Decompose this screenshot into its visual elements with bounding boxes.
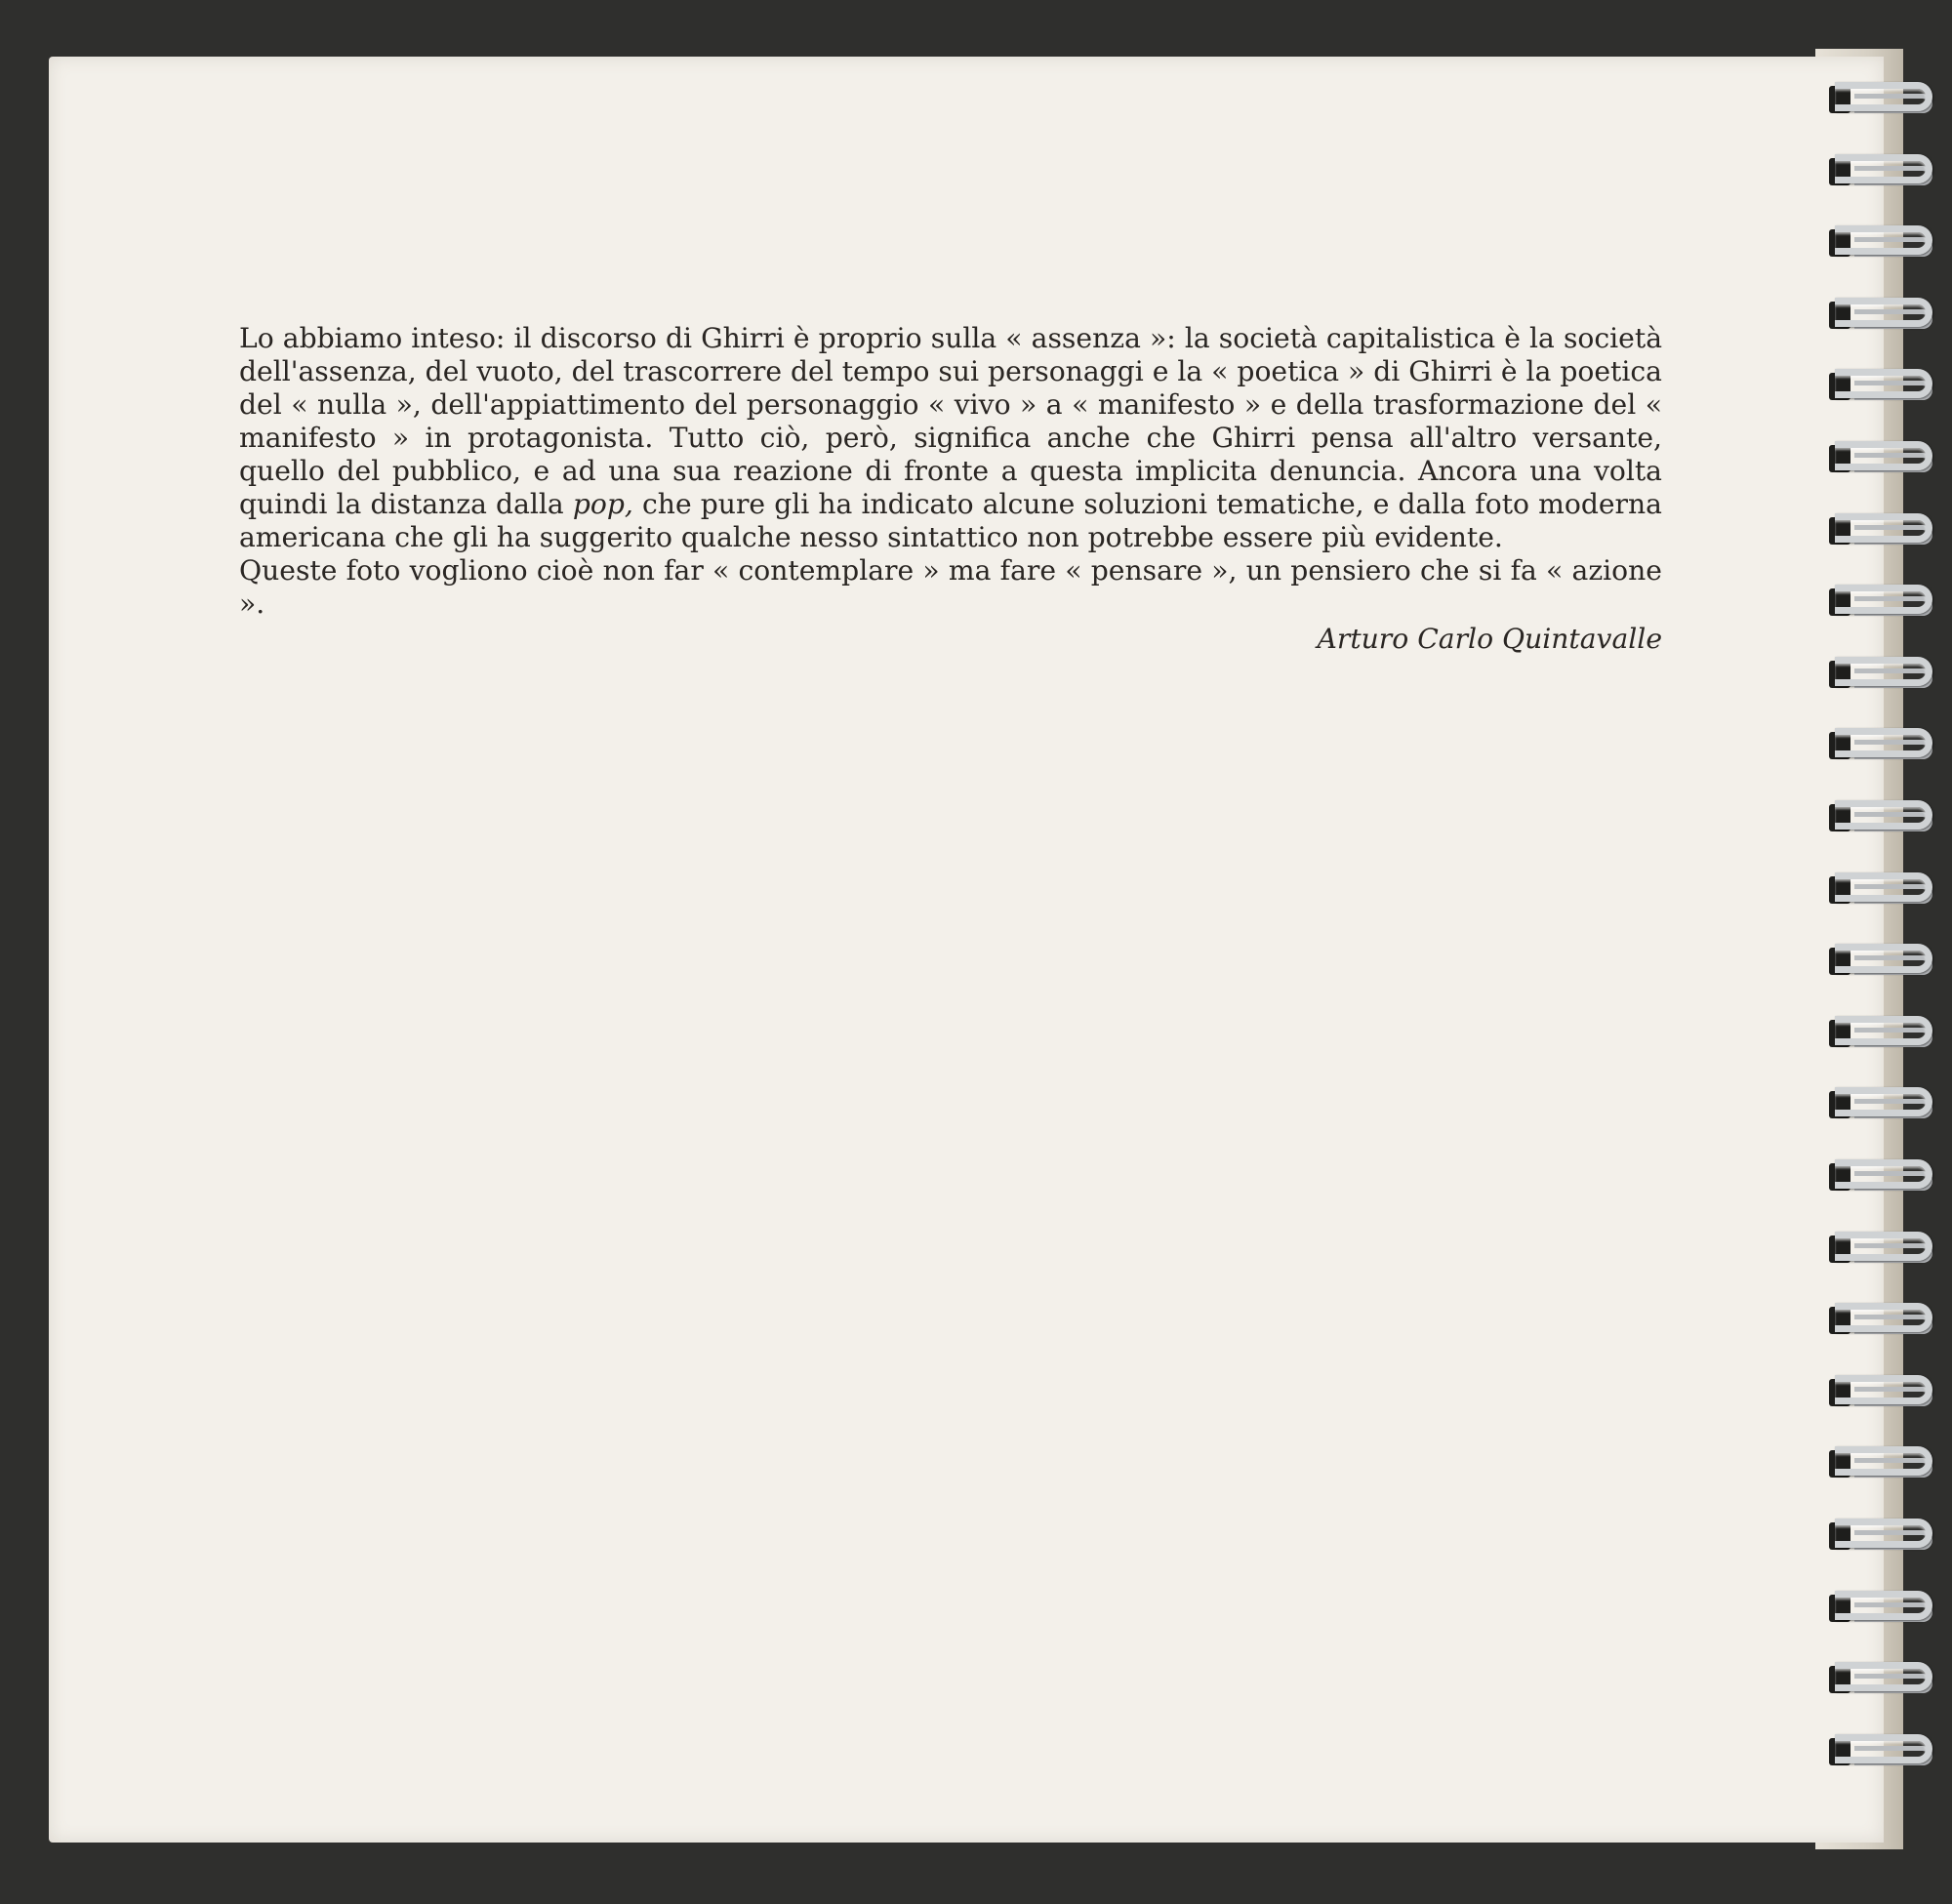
spiral-coil — [1825, 796, 1934, 839]
spiral-coil — [1825, 365, 1934, 408]
spiral-coil — [1825, 724, 1934, 767]
spiral-coil — [1825, 150, 1934, 193]
spiral-coil — [1825, 294, 1934, 337]
paragraph-2: Queste foto vogliono cioè non far « contemplare » ma fare « pensare », un pensiero che si fa « azione ». — [239, 554, 1662, 620]
spiral-coil — [1825, 509, 1934, 552]
spiral-coil — [1825, 653, 1934, 696]
spiral-coil — [1825, 78, 1934, 121]
paragraph-1: Lo abbiamo inteso: il discorso di Ghirri è proprio sulla « assenza »: la società capitalistica è la società dell'assenza, del vuoto, del trascorrere del tempo sui personaggi e la « poetica » di Ghirri è la poetica del « nulla », dell'appiattimento del personaggio « vivo » a « manifesto » e della trasformazione del « manifesto » in protagonista. Tutto ciò, però, significa anche che Ghirri pensa all'altro versante, quello del pubblico, e ad una sua reazione di fronte a questa implicita denuncia. Ancora una volta quindi la distanza dalla pop, che pure gli ha indicato alcune soluzioni tematiche, e dalla foto moderna americana che gli ha suggerito qualche nesso sintattico non potrebbe essere più evidente. — [239, 322, 1662, 553]
spiral-coil — [1825, 1155, 1934, 1198]
spiral-coil — [1825, 222, 1934, 264]
essay-text — [239, 322, 1662, 656]
spiral-binding — [1825, 68, 1947, 1805]
spiral-coil — [1825, 437, 1934, 480]
spiral-coil — [1825, 1083, 1934, 1126]
spiral-coil — [1825, 1012, 1934, 1055]
spiral-coil — [1825, 1515, 1934, 1558]
spiral-coil — [1825, 869, 1934, 911]
spiral-coil — [1825, 1442, 1934, 1485]
spiral-coil — [1825, 1730, 1934, 1773]
spiral-coil — [1825, 1371, 1934, 1414]
italic-word: pop, — [572, 488, 633, 520]
author-signature: Arturo Carlo Quintavalle — [1317, 623, 1662, 655]
spiral-coil — [1825, 940, 1934, 983]
spiral-coil — [1825, 581, 1934, 624]
spiral-coil — [1825, 1658, 1934, 1701]
spiral-coil — [1825, 1299, 1934, 1342]
spiral-coil — [1825, 1228, 1934, 1271]
spiral-coil — [1825, 1587, 1934, 1630]
